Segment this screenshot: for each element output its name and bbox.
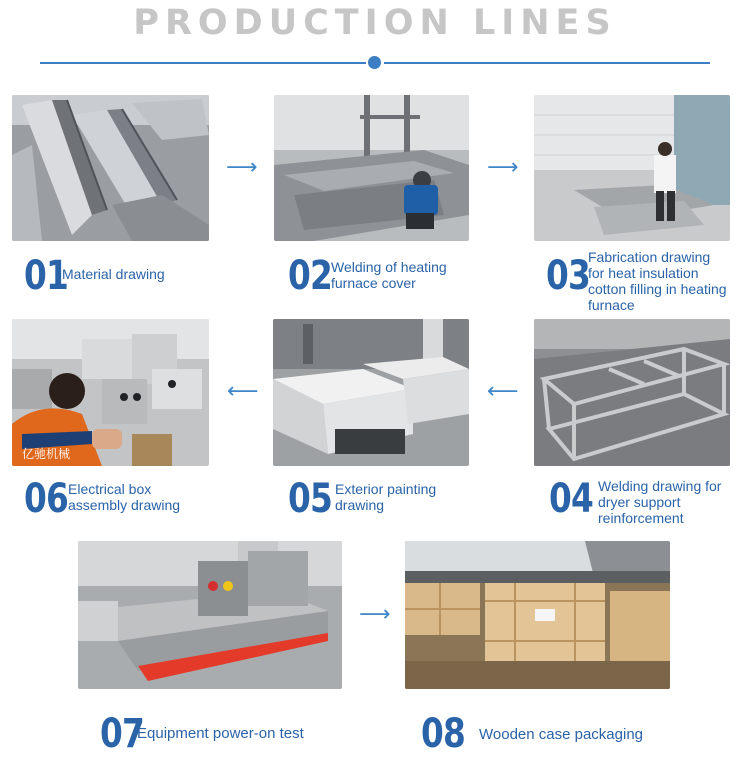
arrow-right-icon: ⟶ [487, 155, 519, 180]
arrow-right-icon: ⟶ [359, 602, 391, 627]
step-label-08: Wooden case packaging [479, 726, 644, 743]
arrow-left-icon: ⟵ [487, 379, 519, 404]
step-label-06: Electrical box assembly drawing [68, 481, 181, 513]
step-label-03: Fabrication drawing for heat insulation cotton filling in heating furnace [588, 249, 727, 313]
step-number-04: 04 [549, 476, 594, 522]
step-label-02: Welding of heating furnace cover [331, 259, 447, 291]
title-divider-left [40, 62, 366, 64]
photo-dryer-support-welding [534, 319, 730, 466]
photo-welding-furnace-cover [274, 95, 469, 241]
step-number-05: 05 [288, 476, 333, 522]
photo-exterior-painting [273, 319, 469, 466]
worker-jacket-text: 亿驰机械 [22, 447, 71, 461]
step-label-04: Welding drawing for dryer support reinforcement [598, 478, 722, 526]
step-number-03: 03 [546, 253, 591, 299]
step-number-02: 02 [288, 253, 333, 299]
arrow-right-icon: ⟶ [226, 155, 258, 180]
photo-electrical-box-assembly [12, 319, 209, 466]
step-label-05: Exterior painting drawing [335, 481, 437, 513]
step-number-01: 01 [24, 253, 69, 299]
title-divider-right [384, 62, 710, 64]
arrow-left-icon: ⟵ [227, 379, 259, 404]
photo-wooden-case-packaging [405, 541, 670, 689]
step-number-06: 06 [24, 476, 69, 522]
step-label-07: Equipment power-on test [137, 725, 304, 742]
step-number-07: 07 [100, 711, 145, 757]
step-label-01: Material drawing [62, 266, 165, 282]
page-title: PRODUCTION LINES [133, 3, 617, 43]
step-number-08: 08 [421, 711, 466, 757]
photo-insulation-filling [534, 95, 730, 241]
photo-material-drawing [12, 95, 209, 241]
photo-power-on-test [78, 541, 342, 689]
title-divider-dot [368, 56, 381, 69]
